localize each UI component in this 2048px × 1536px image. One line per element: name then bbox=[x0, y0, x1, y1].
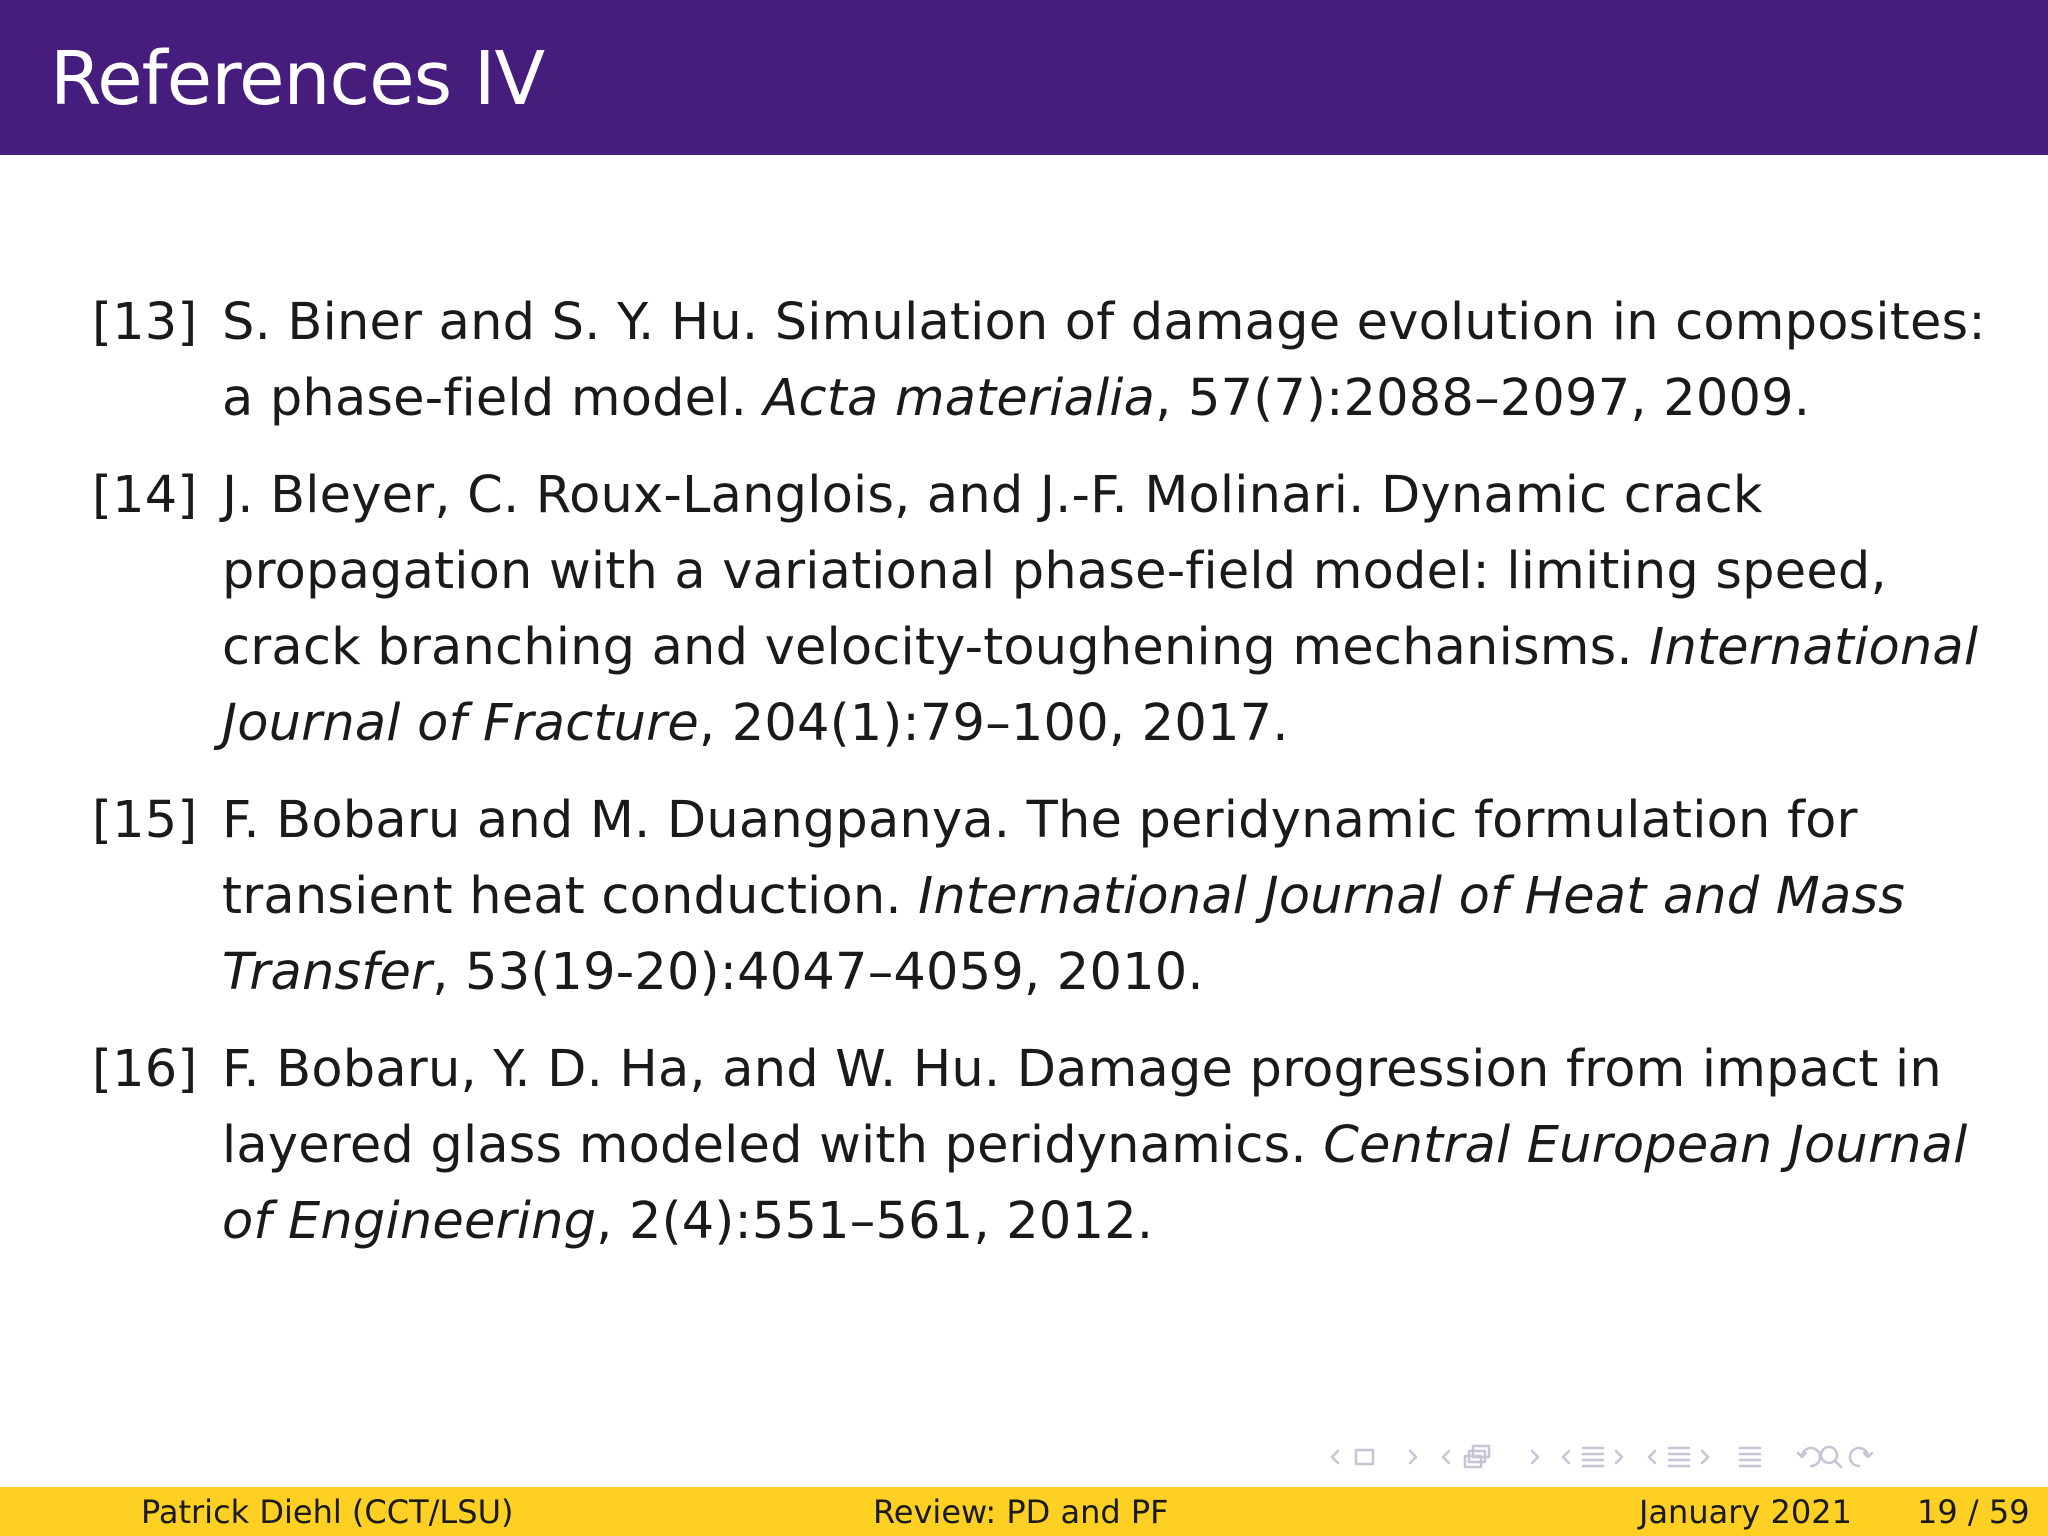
reference-text bbox=[222, 1032, 1992, 1260]
nav-search-icon[interactable] bbox=[1821, 1447, 1841, 1467]
reference-authors-title: S. Biner and S. Y. Hu. Simulation of damage evolution in composites: a phase-field model. bbox=[222, 293, 1986, 428]
reference-details: , 53(19-20):4047–4059, 2010. bbox=[432, 943, 1204, 1002]
nav-document-icon[interactable] bbox=[1740, 1448, 1760, 1466]
reference-details: , 57(7):2088–2097, 2009. bbox=[1155, 369, 1811, 428]
footer-page-number: 19 / 59 bbox=[1917, 1493, 2030, 1531]
reference-label: [13] bbox=[92, 293, 198, 352]
footer-title: Review: PD and PF bbox=[873, 1493, 1169, 1531]
slide-title: References IV bbox=[50, 36, 545, 122]
footer-date: January 2021 bbox=[1639, 1493, 1852, 1531]
nav-next-part-icon[interactable] bbox=[1702, 1451, 1708, 1463]
beamer-navigation-bar bbox=[1320, 1440, 2040, 1474]
nav-next-frame-icon[interactable] bbox=[1410, 1451, 1416, 1463]
nav-prev-frame-icon[interactable] bbox=[1332, 1451, 1338, 1463]
footer-author: Patrick Diehl (CCT/LSU) bbox=[141, 1493, 514, 1531]
slide-header bbox=[0, 0, 2048, 155]
nav-forward-icon[interactable] bbox=[1850, 1448, 1872, 1466]
reference-details: , 2(4):551–561, 2012. bbox=[596, 1192, 1154, 1251]
nav-subsection-icon[interactable] bbox=[1465, 1446, 1489, 1467]
reference-details: , 204(1):79–100, 2017. bbox=[698, 694, 1289, 753]
reference-journal: International Journal of Fracture bbox=[222, 618, 1979, 753]
nav-back-icon[interactable] bbox=[1798, 1448, 1820, 1466]
reference-label: [15] bbox=[92, 791, 198, 850]
reference-item bbox=[92, 285, 1992, 437]
nav-next-section-icon[interactable] bbox=[1616, 1451, 1622, 1463]
reference-authors-title: F. Bobaru and M. Duangpanya. The peridynamic formulation for transient heat conduction. bbox=[222, 791, 1858, 926]
nav-frame-icon[interactable] bbox=[1356, 1450, 1373, 1464]
reference-journal: International Journal of Heat and Mass Transfer bbox=[222, 867, 1905, 1002]
nav-section-icon[interactable] bbox=[1583, 1448, 1603, 1466]
nav-prev-section-icon[interactable] bbox=[1563, 1451, 1569, 1463]
reference-text bbox=[222, 285, 1992, 437]
reference-item bbox=[92, 783, 1992, 1011]
reference-text bbox=[222, 783, 1992, 1011]
reference-list bbox=[92, 285, 1992, 1281]
reference-label: [16] bbox=[92, 1040, 198, 1099]
reference-journal: Acta materialia bbox=[763, 369, 1156, 428]
reference-journal: Central European Journal of Engineering bbox=[222, 1116, 1968, 1251]
slide-footer bbox=[0, 1487, 2048, 1536]
reference-authors-title: J. Bleyer, C. Roux-Langlois, and J.-F. Molinari. Dynamic crack propagation with a variational phase-field model: limiting speed, crack branching and velocity-toughening mechanisms. bbox=[222, 466, 1887, 677]
nav-prev-subsection-icon[interactable] bbox=[1443, 1451, 1449, 1463]
reference-item bbox=[92, 1032, 1992, 1260]
beamer-navigation-icons bbox=[1320, 1440, 2040, 1474]
reference-label: [14] bbox=[92, 466, 198, 525]
nav-part-icon[interactable] bbox=[1669, 1448, 1689, 1466]
reference-item bbox=[92, 458, 1992, 762]
nav-next-subsection-icon[interactable] bbox=[1532, 1451, 1538, 1463]
reference-authors-title: F. Bobaru, Y. D. Ha, and W. Hu. Damage progression from impact in layered glass modeled with peridynamics. bbox=[222, 1040, 1942, 1175]
reference-text bbox=[222, 458, 1992, 762]
nav-prev-part-icon[interactable] bbox=[1649, 1451, 1655, 1463]
